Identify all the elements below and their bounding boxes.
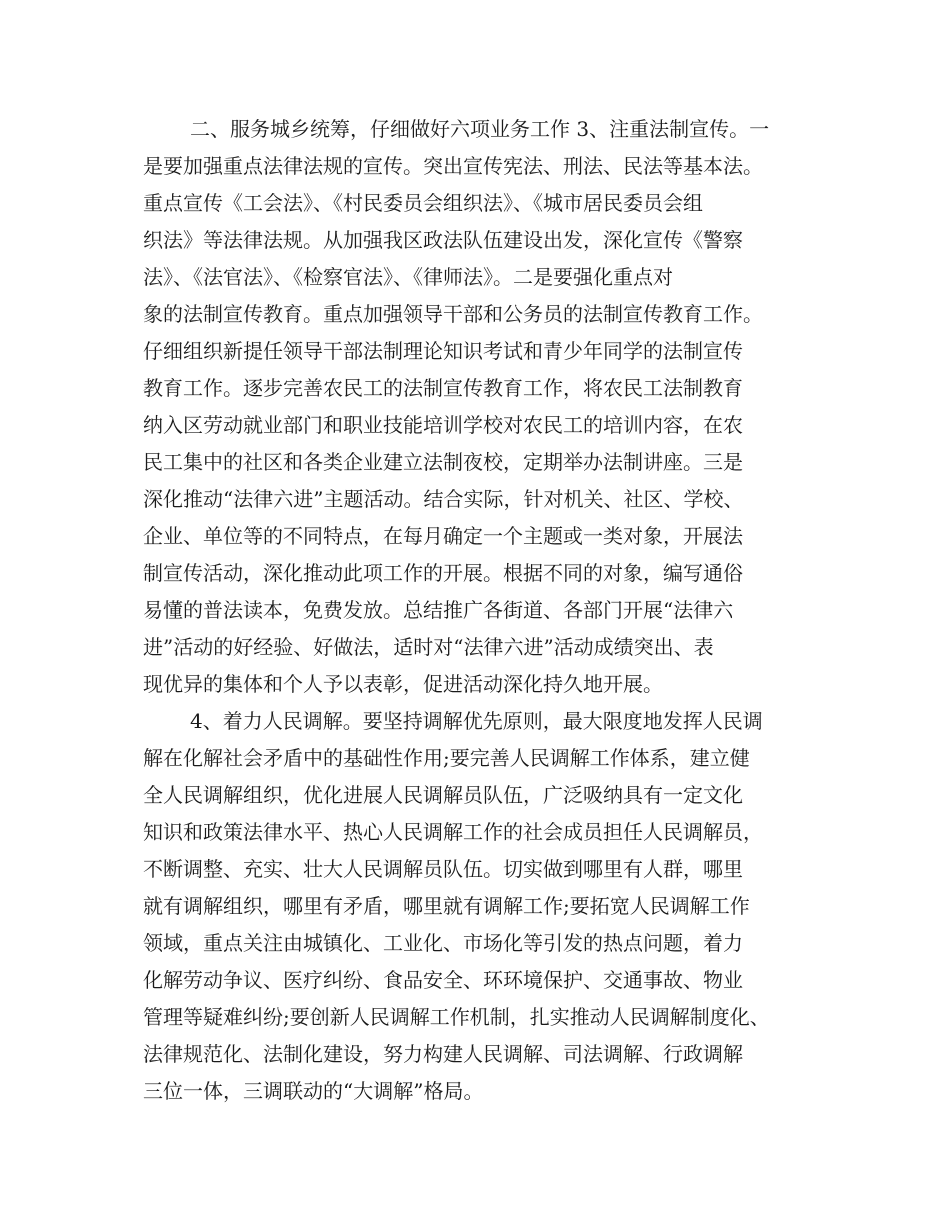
paragraph-1-line-11: 深化推动“法律六进”主题活动。结合实际，针对机关、社区、学校、	[143, 487, 744, 511]
paragraph-1-line-4: 织法》等法律法规。从加强我区政法队伍建设出发，深化宣传《警察	[143, 228, 743, 252]
paragraph-1-line-13: 制宣传活动，深化推动此项工作的开展。根据不同的对象，编写通俗	[143, 561, 743, 585]
paragraph-1-line-7: 仔细组织新提任领导干部法制理论知识考试和青少年同学的法制宣传	[143, 339, 743, 363]
paragraph-1-line-8: 教育工作。逐步完善农民工的法制宣传教育工作，将农民工法制教育	[143, 376, 743, 400]
paragraph-2-line-1: 4、着力人民调解。要坚持调解优先原则，最大限度地发挥人民调	[190, 709, 763, 733]
paragraph-2-line-4: 知识和政策法律水平、热心人民调解工作的社会成员担任人民调解员，	[143, 820, 763, 844]
paragraph-1-line-12: 企业、单位等的不同特点，在每月确定一个主题或一类对象，开展法	[143, 524, 743, 548]
paragraph-2-line-3: 全人民调解组织，优化进展人民调解员队伍，广泛吸纳具有一定文化	[143, 783, 743, 807]
paragraph-2-line-7: 领域，重点关注由城镇化、工业化、市场化等引发的热点问题，着力	[143, 931, 743, 955]
paragraph-1-line-9: 纳入区劳动就业部门和职业技能培训学校对农民工的培训内容，在农	[143, 413, 743, 437]
paragraph-2-line-2: 解在化解社会矛盾中的基础性作用;要完善人民调解工作体系，建立健	[143, 746, 750, 770]
paragraph-2-line-11: 三位一体，三调联动的“大调解”格局。	[143, 1079, 484, 1103]
paragraph-1-line-1: 二、服务城乡统筹，仔细做好六项业务工作 3、注重法制宣传。一	[190, 117, 770, 141]
paragraph-2-line-5: 不断调整、充实、壮大人民调解员队伍。切实做到哪里有人群，哪里	[143, 857, 743, 881]
paragraph-1-line-15: 进”活动的好经验、好做法，适时对“法律六进”活动成绩突出、表	[143, 635, 714, 659]
paragraph-1-line-10: 民工集中的社区和各类企业建立法制夜校，定期举办法制讲座。三是	[143, 450, 743, 474]
paragraph-1-line-6: 象的法制宣传教育。重点加强领导干部和公务员的法制宣传教育工作。	[143, 302, 763, 326]
paragraph-2-line-9: 管理等疑难纠纷;要创新人民调解工作机制，扎实推动人民调解制度化、	[143, 1005, 770, 1029]
paragraph-1-line-2: 是要加强重点法律法规的宣传。突出宣传宪法、刑法、民法等基本法。	[143, 154, 763, 178]
paragraph-1-line-3: 重点宣传《工会法》、《村民委员会组织法》、《城市居民委员会组	[143, 191, 703, 215]
paragraph-1-line-16: 现优异的集体和个人予以表彰，促进活动深化持久地开展。	[143, 672, 663, 696]
paragraph-2-line-10: 法律规范化、法制化建设，努力构建人民调解、司法调解、行政调解	[143, 1042, 743, 1066]
paragraph-1-line-5: 法》、《法官法》、《检察官法》、《律师法》。二是要强化重点对	[143, 265, 673, 289]
paragraph-2-line-6: 就有调解组织，哪里有矛盾，哪里就有调解工作;要拓宽人民调解工作	[143, 894, 750, 918]
paragraph-2-line-8: 化解劳动争议、医疗纠纷、食品安全、环环境保护、交通事故、物业	[143, 968, 743, 992]
paragraph-1-line-14: 易懂的普法读本，免费发放。总结推广各街道、各部门开展“法律六	[143, 598, 734, 622]
